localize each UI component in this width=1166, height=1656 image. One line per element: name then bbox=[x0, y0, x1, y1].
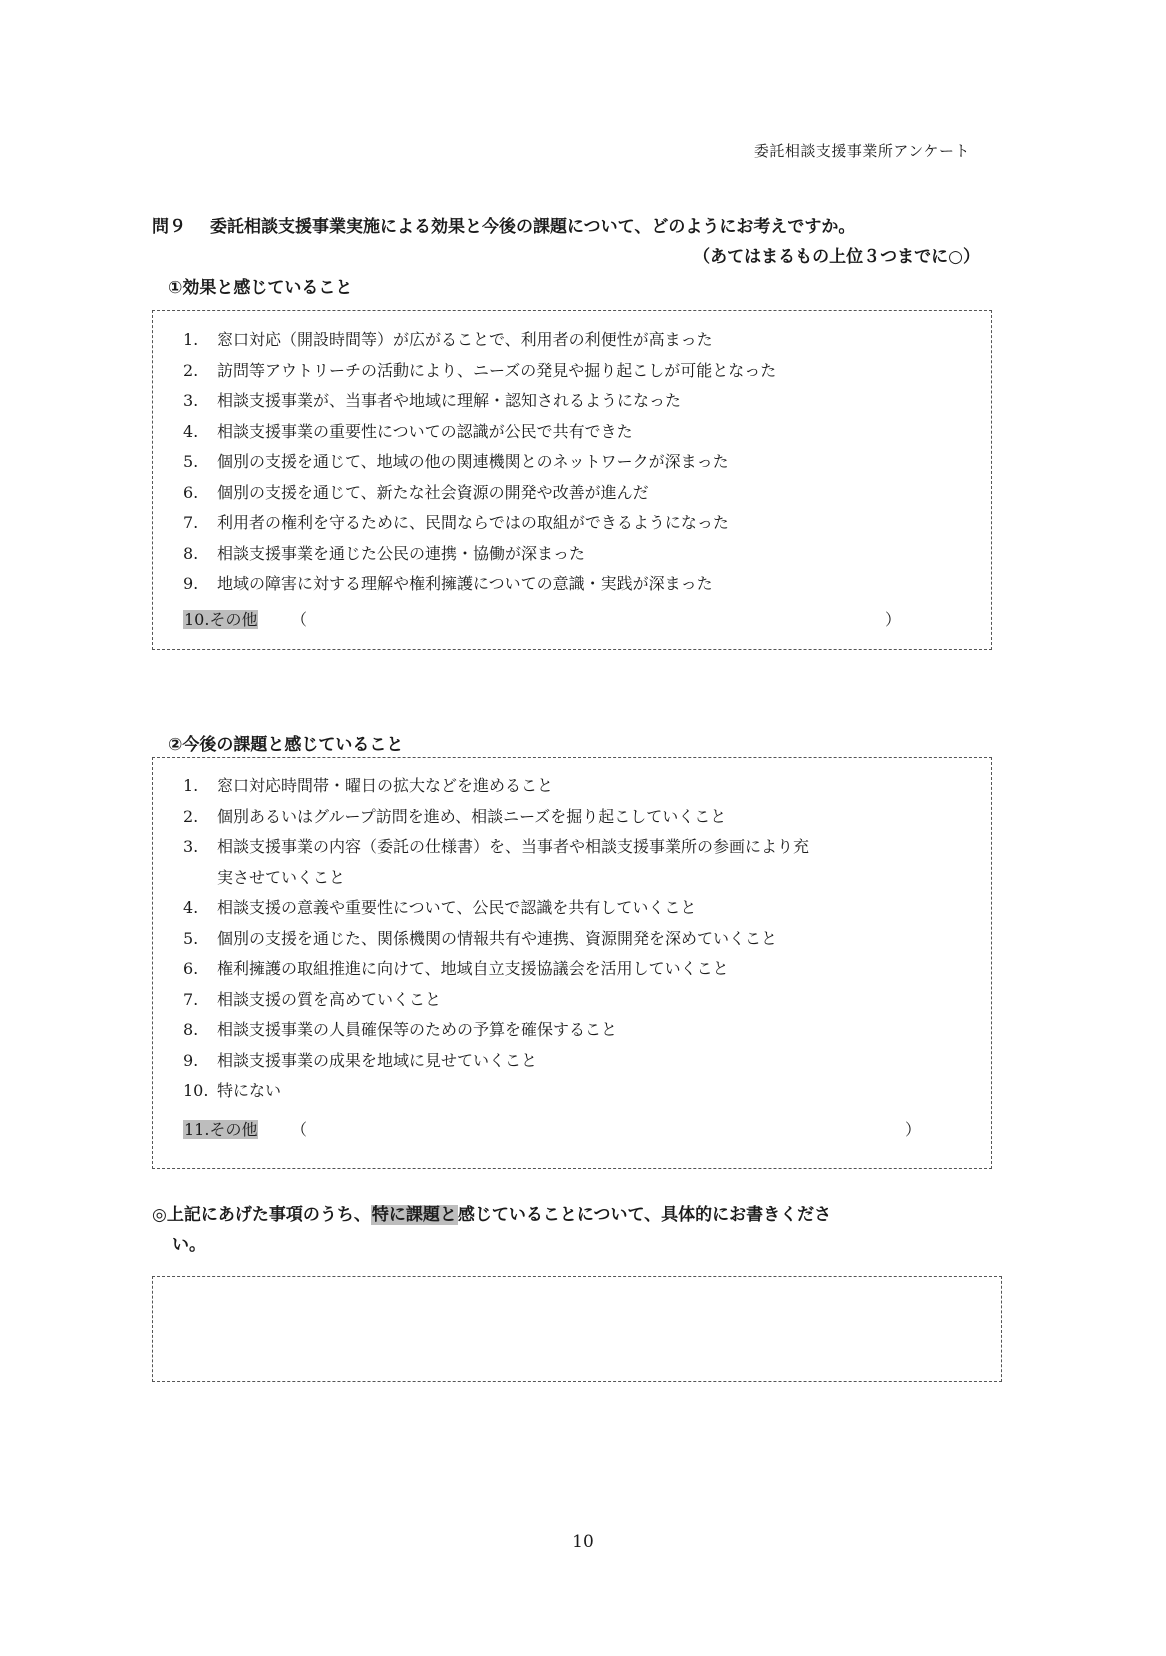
free-text-question-post: 感じていることについて、具体的にお書きくださ bbox=[457, 1205, 832, 1225]
option-text: 個別の支援を通じて、新たな社会資源の開発や改善が進んだ bbox=[217, 482, 649, 502]
option-number: 9. bbox=[183, 1050, 199, 1070]
section1-options-list bbox=[183, 325, 776, 600]
section2-option[interactable] bbox=[183, 954, 809, 985]
survey-title: 委託相談支援事業所アンケート bbox=[753, 142, 970, 160]
section1-option[interactable] bbox=[183, 508, 776, 539]
free-text-question-pre: ◎上記にあげた事項のうち、 bbox=[152, 1205, 371, 1225]
option-number: 1. bbox=[183, 776, 199, 795]
option-number: 10. bbox=[183, 1081, 209, 1100]
option-text-continuation: 実させていくこと bbox=[217, 867, 346, 887]
option-text: 利用者の権利を守るために、民間ならではの取組ができるようになった bbox=[217, 513, 729, 532]
question-text: 委託相談支援事業実施による効果と今後の課題について、どのようにお考えですか。 bbox=[210, 217, 856, 237]
section2-option[interactable] bbox=[183, 1046, 809, 1077]
option-text: 相談支援事業の重要性についての認識が公民で共有できた bbox=[217, 421, 633, 441]
section2-other-option[interactable] bbox=[183, 1115, 973, 1145]
section1-other-open-paren: （ bbox=[291, 610, 308, 629]
option-text: 個別あるいはグループ訪問を進め、相談ニーズを掘り起こしていくこと bbox=[217, 806, 727, 826]
option-number: 6. bbox=[183, 482, 199, 502]
option-number: 8. bbox=[183, 543, 199, 563]
free-text-question-highlight: 特に課題と bbox=[371, 1205, 457, 1225]
option-number: 8. bbox=[183, 1020, 199, 1039]
section1-other-close-paren: ） bbox=[885, 610, 902, 629]
question-instruction: （あてはまるもの上位３つまでに○） bbox=[693, 247, 980, 267]
free-text-question bbox=[152, 1200, 1002, 1260]
option-text: 個別の支援を通じて、地域の他の関連機関とのネットワークが深まった bbox=[217, 452, 729, 471]
option-text: 相談支援の意義や重要性について、公民で認識を共有していくこと bbox=[217, 898, 697, 917]
section2-option[interactable] bbox=[183, 1015, 809, 1046]
option-number: 4. bbox=[183, 421, 199, 441]
section1-option[interactable] bbox=[183, 539, 776, 570]
option-number: 3. bbox=[183, 391, 199, 410]
option-text: 相談支援事業が、当事者や地域に理解・認知されるようになった bbox=[217, 391, 682, 410]
section1-option[interactable] bbox=[183, 417, 776, 448]
section1-option[interactable] bbox=[183, 478, 776, 509]
option-text: 特にない bbox=[217, 1081, 282, 1100]
option-text: 相談支援事業の成果を地域に見せていくこと bbox=[217, 1050, 538, 1070]
section2-option[interactable] bbox=[183, 985, 809, 1016]
free-text-question-continuation: い。 bbox=[172, 1235, 206, 1255]
option-number: 3. bbox=[183, 837, 199, 856]
option-number: 9. bbox=[183, 574, 199, 593]
section2-other-label: 11.その他 bbox=[184, 1120, 258, 1139]
section2-option[interactable] bbox=[183, 771, 809, 802]
section1-option[interactable] bbox=[183, 325, 776, 356]
option-number: 5. bbox=[183, 928, 199, 948]
option-number: 2. bbox=[183, 360, 199, 380]
option-number: 5. bbox=[183, 452, 199, 471]
option-text: 訪問等アウトリーチの活動により、ニーズの発見や掘り起こしが可能となった bbox=[217, 360, 777, 380]
section2-options-box bbox=[152, 757, 992, 1169]
question-number: 問９ bbox=[152, 217, 186, 237]
option-text: 権利擁護の取組推進に向けて、地域自立支援協議会を活用していくこと bbox=[217, 959, 729, 978]
section2-title: ②今後の課題と感じていること bbox=[168, 735, 404, 755]
section2-option[interactable] bbox=[183, 1076, 809, 1107]
option-number: 4. bbox=[183, 898, 199, 917]
option-number: 2. bbox=[183, 806, 199, 826]
section2-other-open-paren: （ bbox=[291, 1120, 308, 1139]
option-number: 7. bbox=[183, 513, 199, 532]
section2-other-close-paren: ） bbox=[905, 1120, 922, 1139]
option-text: 相談支援事業の内容（委託の仕様書）を、当事者や相談支援事業所の参画により充 bbox=[217, 837, 810, 856]
option-number: 1. bbox=[183, 330, 199, 349]
section1-options-box bbox=[152, 310, 992, 650]
section2-options-list bbox=[183, 771, 809, 1107]
section2-option[interactable] bbox=[183, 802, 809, 833]
section2-option[interactable] bbox=[183, 893, 809, 924]
section2-option[interactable] bbox=[183, 924, 809, 955]
option-text: 個別の支援を通じた、関係機関の情報共有や連携、資源開発を深めていくこと bbox=[217, 928, 778, 948]
section1-option[interactable] bbox=[183, 386, 776, 417]
question-heading bbox=[152, 212, 1002, 237]
option-text: 地域の障害に対する理解や権利擁護についての意識・実践が深まった bbox=[217, 574, 713, 593]
option-text: 相談支援事業の人員確保等のための予算を確保すること bbox=[217, 1020, 618, 1039]
section1-option[interactable] bbox=[183, 356, 776, 387]
section1-title: ①効果と感じていること bbox=[168, 278, 353, 298]
section1-option[interactable] bbox=[183, 569, 776, 600]
section1-other-option[interactable] bbox=[183, 605, 973, 635]
free-text-answer-box[interactable] bbox=[152, 1276, 1002, 1382]
section2-option[interactable] bbox=[183, 832, 809, 893]
option-text: 窓口対応（開設時間等）が広がることで、利用者の利便性が高まった bbox=[217, 330, 713, 349]
section1-other-label: 10.その他 bbox=[184, 610, 258, 629]
option-number: 6. bbox=[183, 959, 199, 978]
option-text: 相談支援事業を通じた公民の連携・協働が深まった bbox=[217, 543, 586, 563]
option-text: 相談支援の質を高めていくこと bbox=[217, 989, 442, 1009]
option-text: 窓口対応時間帯・曜日の拡大などを進めること bbox=[217, 776, 554, 795]
section1-option[interactable] bbox=[183, 447, 776, 478]
page-number: 10 bbox=[572, 1532, 594, 1552]
option-number: 7. bbox=[183, 989, 199, 1009]
